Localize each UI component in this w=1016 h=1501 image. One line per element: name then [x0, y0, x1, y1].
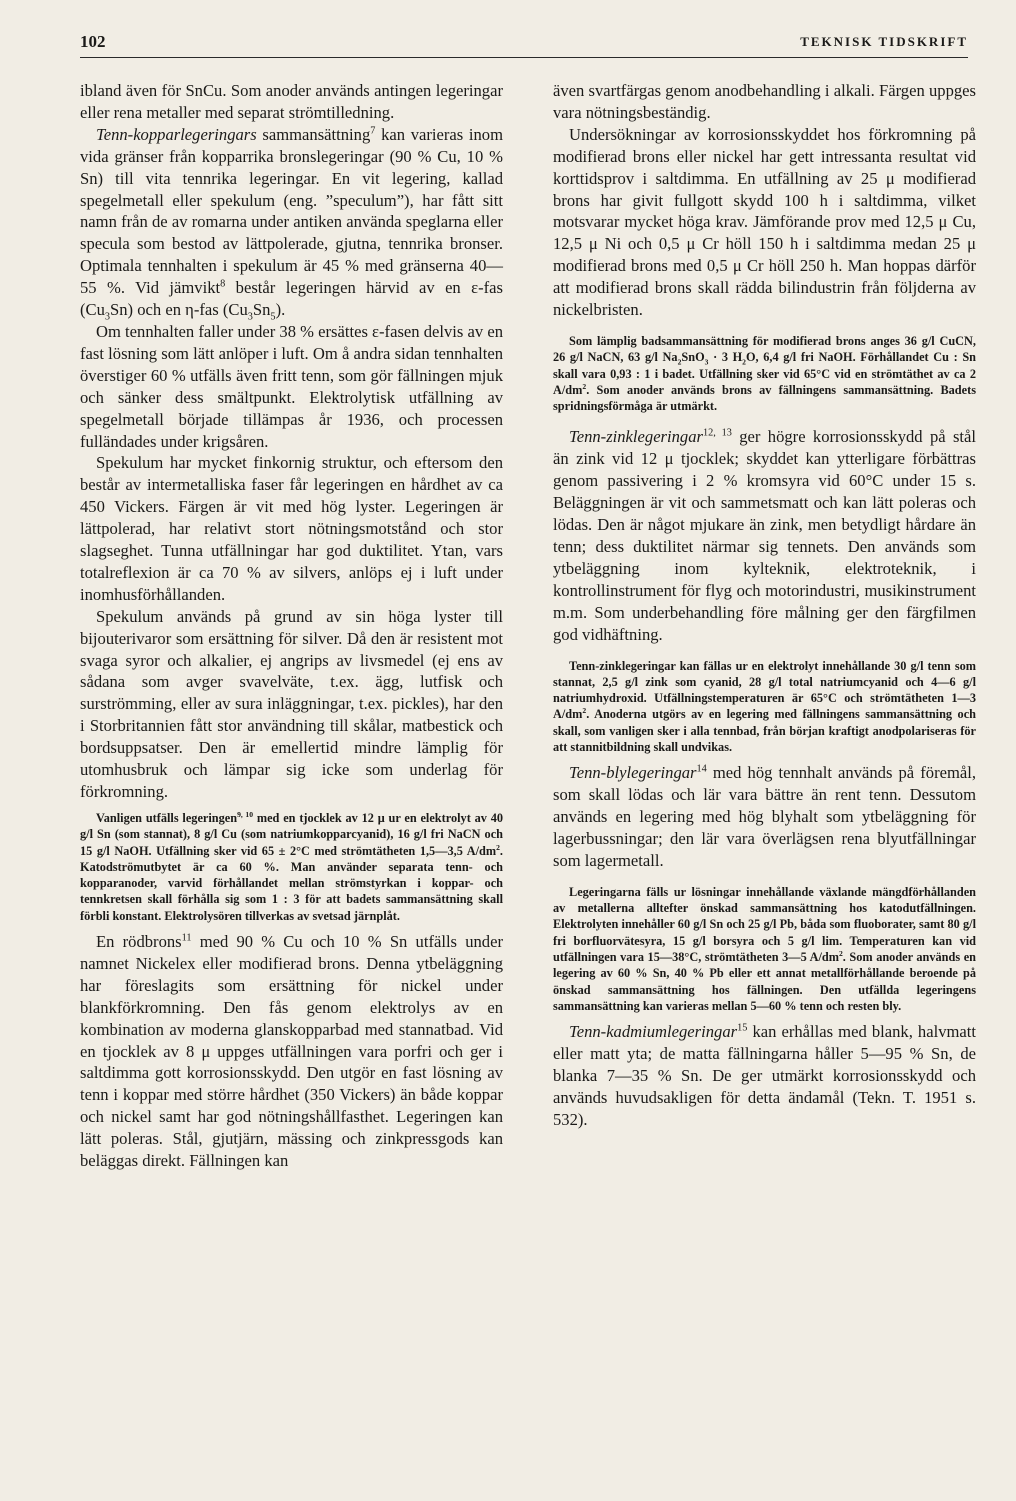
header-rule [80, 57, 968, 58]
small-print-paragraph: Legeringarna fälls ur lösningar innehållande växlande mängdförhållanden av metallerna alltefter önskad sammansättning hos katodutfällningen. Elektrolyten innehåller 60 g/l Sn och 25 g/l Pb, båda som fluoborater, samt 80 g/l fri borfluorvätesyra, 15 g/l borsyra och 5 g/l lim. Temperaturen kan vid utfällningen vara 15—38°C, strömtätheten 3—5 $A/dm^2$. Som anoder används en legering av 60 % Sn, 40 % Pb eller ett annat metallförhållande beroende på önskad sammansättning hos fällningen. Den utfällda legeringens sammansättning kan varieras mellan 5—60 % tenn och resten bly. [553, 884, 976, 1013]
page-header [80, 28, 968, 58]
journal-title: TEKNISK TIDSKRIFT [800, 34, 968, 49]
paragraph: ibland även för SnCu. Som anoder används antingen legeringar eller rena metaller med separat strömtilledning. [80, 81, 503, 122]
small-print-paragraph: Vanligen utfälls legeringen$^{9, 10}$ med en tjocklek av 12 μ ur en elektrolyt av 40 g/l Sn (som stannat), 8 g/l Cu (som natriumkopparcyanid), 16 g/l fri NaCN och 15 g/l NaOH. Utfällning sker vid 65 ± 2°C med strömtätheten 1,5—3,5 $A/dm^2$. Katodströmutbytet är ca 60 %. Man använder separata tenn- och kopparanoder, varvid förhållandet mellan strömstyrkan i koppar- och tennkretsen skall förhålla sig som 1 : 3 för att badets sammansättning skall förbli konstant. Elektrolysören tillverkas av svetsad järnplåt. [80, 809, 504, 923]
paragraph-rodbrons: En rödbrons$^{11}$ med 90 % Cu och 10 % Sn utfälls under namnet Nickelex eller modifierad brons. Denna ytbeläggning har föreslagits som ersättning för nickel under blankförkromning. Den fås genom elektrolys av en kombination av moderna glanskopparbad med stannatbad. Vid en tjocklek av 8 μ uppges utfällningen vara porfri och ger i saltdimma gott korrosionsskydd. Den utgör en fast lösning av tenn i koppar med större hårdhet (350 Vickers) än både koppar och nickel samt har god nötningshållfasthet. Legeringen kan lätt poleras. Stål, gjutjärn, mässing och zinkpressgods kan beläggas direkt. Fällningen kan [80, 931, 503, 1171]
section-lead: Tenn-kopparlegeringars [96, 124, 257, 144]
paragraph: Undersökningar av korrosionsskyddet hos förkromning på modifierad brons eller nickel har gett intressanta resultat vid korttidsprov i saltdimma. En utfällning av 25 μ modifierad brons har givit fullgott skydd 100 h i saltdimma, vilket motsvarar mycket höga krav. Jämförande prov med 12,5 μ Cu, 12,5 μ Ni och 0,5 μ Cr höll 150 h i saltdimma medan 25 μ modifierad brons med 0,5 μ Cr höll 250 h. Man hoppas därför att modifierad brons skall rädda bilindustrin från följderna av nickelbristen. [553, 124, 976, 320]
paragraph: Spekulum har mycket finkornig struktur, och eftersom den består av intermetalliska faser får legeringen en hårdhet av ca 450 Vickers. Färgen är vit med hög lyster. Legeringen är lättpolerad, har relativt stort nötningsmotstånd och stor slagseghet. Tunna utfällningar har god duktilitet. Ytan, vars totalreflexion är ca 70 % av silvers, anlöps ej i luft under inomhusförhållanden. [80, 453, 503, 604]
paragraph: Om tennhalten faller under 38 % ersättes ε-fasen delvis av en fast lösning som lätt anlöper i luft. Om å andra sidan tennhalten överstiger 60 % utfälls även fritt tenn, som gör fällningen mjuk och sänker dess smältpunkt. Elektrolytisk utfällning av spegelmetall började tillämpas år 1936, och processen fulländades under krigsåren. [80, 321, 503, 451]
section-lead: Tenn-kadmiumlegeringar [569, 1022, 738, 1042]
footnote-ref: 8 [220, 278, 226, 290]
paragraph-tenn-bly: Tenn-blylegeringar$^{14}$ med hög tennhalt används på föremål, som skall lödas och lär vara bättre än rent tenn. Dessutom används en legering med hög blyhalt som ytbeläggning för lagerbussningar; den lär vara överlägsen rena blyutfällningar som lagermetall. [553, 763, 976, 870]
small-print-paragraph: Som lämplig badsammansättning för modifierad brons anges 36 g/l CuCN, 26 g/l NaCN, 63 g/l $Na_2SnO_3 \cdot 3$ $H_2O$, 6,4 g/l fri NaOH. Förhållandet Cu : Sn skall vara 0,93 : 1 i badet. Utfällning sker vid 65°C vid en strömtäthet av ca 2 $A/dm^2$. Som anoder används brons av fällningens sammansättning. Badets spridningsförmåga är utmärkt. [553, 333, 976, 414]
small-print-paragraph: Tenn-zinklegeringar kan fällas ur en elektrolyt innehållande 30 g/l tenn som stannat, 2,5 g/l zink som cyanid, 28 g/l total natriumcyanid och 4—6 g/l natriumhydroxid. Utfällningstemperaturen är 65°C och strömtätheten 1—3 $A/dm^2$. Anoderna utgörs av en legering med fällningens sammansättning och skall, som vanligen sker i alla tennbad, från början kraftigt anodpolariseras för att stannitbildning skall undvikas. [553, 658, 976, 754]
paragraph: Spekulum används på grund av sin höga lyster till bijouterivaror som ersättning för silver. Då den är resistent mot svaga syror och alkalier, ej angrips av livsmedel (ej ens av sådana som avger svavelväte, t.ex. ägg, lutfisk och surströmming, eller av sura inläggningar, t.ex. pickles), har den i Storbritannien fått stor användning till skålar, matbestick och bordsuppsatser. Den är emellertid mindre lämplig för utomhusbruk och lämpar sig icke som underlag för förkromning. [80, 606, 503, 801]
paragraph: även svartfärgas genom anodbehandling i alkali. Färgen uppges vara nötningsbeständig. [553, 81, 976, 122]
right-column [553, 80, 976, 1131]
footnote-ref: 7 [370, 125, 376, 137]
footnote-ref: 14 [696, 763, 707, 775]
footnote-ref: 9, 10 [237, 809, 254, 819]
footnote-ref: 12, 13 [702, 427, 732, 439]
paragraph-tenn-zink: Tenn-zinklegeringar$^{12, 13}$ ger högre korrosionsskydd på stål än zink vid 12 μ tjocklek; skyddet kan ytterligare förbättras genom passivering i 2 % kromsyra vid 60°C under 15 s. Beläggningen är vit och sammetsmatt och kan lätt poleras och lödas. Den är något mjukare än zink, men betydligt hårdare än tenn; dess duktilitet närmar sig tennets. Den används som ytbeläggning inom kylteknik, elektroteknik, i kontrollinstrument för flyg och motorindustri, musikinstrument m.m. Som underbehandling före målning ger den färgfilmen god vidhäftning. [553, 427, 977, 644]
section-lead: Tenn-zinklegeringar [569, 427, 703, 447]
footnote-ref: 11 [181, 932, 192, 944]
footnote-ref: 15 [737, 1022, 748, 1034]
paragraph-tenn-koppar: Tenn-kopparlegeringars sammansättning$^7$ kan varieras inom vida gränser från kopparrika bronslegeringar (90 % Cu, 10 % Sn) till vita tennrika legeringar. En vit legering, kallad spegelmetall eller spekulum (eng. ”speculum”), har fått sitt namn från de av romarna under antiken använda speglarna eller specula som bestod av lättpolerade, gjutna, tennrika bronser. Optimala tennhalten i spekulum är 45 % med gränserna 40—55 %. Vid jämvikt$^8$ består legeringen härvid av en ε-fas $(Cu_3Sn)$ och en η-fas $(Cu_3Sn_5)$. [80, 124, 503, 323]
paragraph-tenn-kadmium: Tenn-kadmiumlegeringar$^{15}$ kan erhållas med blank, halvmatt eller matt yta; de matta fällningarna håller 5—95 % Sn, de blanka 7—35 % Sn. De ger utmärkt korrosionsskydd och används huvudsakligen för detta ändamål (Tekn. T. 1951 s. 532). [553, 1022, 976, 1129]
section-lead: Tenn-blylegeringar [569, 763, 697, 783]
left-column [80, 80, 503, 1172]
page-number: 102 [80, 32, 106, 51]
